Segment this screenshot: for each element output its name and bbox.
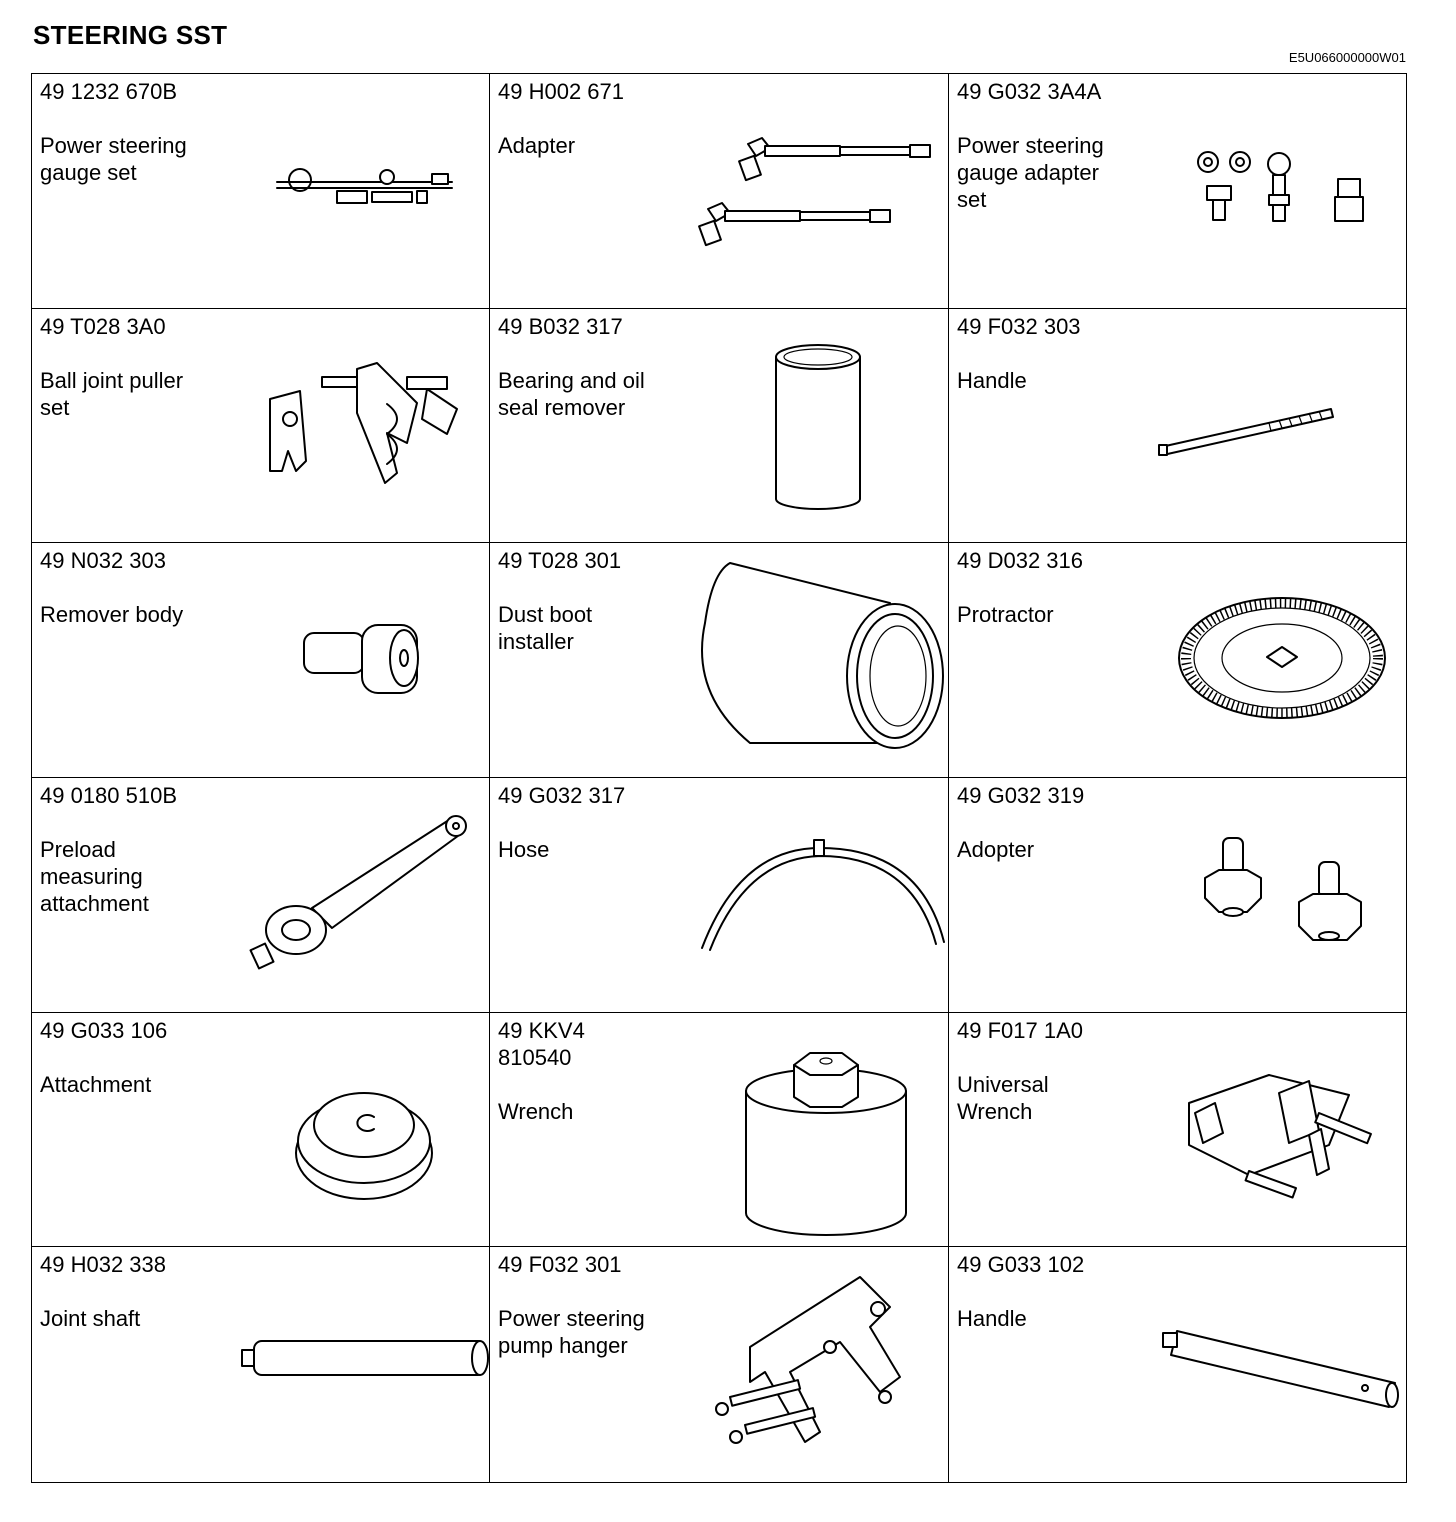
tool-name: Joint shaft [40,1306,141,1332]
tool-cell [949,309,1406,544]
tool-cell [949,778,1406,1013]
tool-cell [32,74,490,309]
tool-name: Universal Wrench [957,1071,1049,1124]
tool-name: Power steering pump hanger [498,1306,645,1359]
tool-name: Preload measuring attachment [40,837,149,916]
part-number: 49 G032 317 [498,783,626,808]
part-number: 49 F017 1A0 [957,1017,1083,1043]
tool-cell [490,543,949,778]
wrench-socket-icon [490,1013,948,1248]
tool-name: Hose [498,837,550,862]
dust-boot-installer-icon [490,543,948,778]
pump-hanger-icon [490,1247,948,1482]
part-number: 49 1232 670B [40,79,178,104]
hose-icon [490,778,948,1013]
part-number: 49 G033 106 [40,1017,168,1043]
ball-joint-puller-icon [32,309,489,544]
preload-attachment-icon [32,778,489,1013]
adapter-hoses-icon [490,74,948,309]
part-number: 49 0180 510B [40,783,178,808]
tool-cell [490,1013,949,1248]
document-id: E5U066000000W01 [1288,50,1406,65]
part-number: 49 B032 317 [498,313,623,339]
tool-cell [490,309,949,544]
tool-cell [32,1247,490,1482]
tool-name: Ball joint puller set [40,367,184,420]
universal-wrench-icon [949,1013,1406,1248]
part-number: 49 H032 338 [40,1252,166,1278]
handle-bar-icon [949,1247,1406,1482]
part-number: 49 F032 301 [498,1252,622,1278]
protractor-icon [949,543,1406,778]
tool-cell [949,74,1406,309]
tool-name: Handle [957,1306,1027,1332]
joint-shaft-icon [32,1247,489,1482]
tool-cell [32,778,490,1013]
tool-name: Power steering gauge set [40,133,187,185]
tool-cell [949,1247,1406,1482]
tool-table [31,73,1407,1483]
tool-cell [949,1013,1406,1248]
tool-name: Dust boot installer [498,602,593,655]
tool-cell [490,778,949,1013]
tool-name: Attachment [40,1071,152,1097]
part-number: 49 N032 303 [40,548,166,574]
part-number: 49 G032 319 [957,783,1085,808]
gauge-set-icon [32,74,489,309]
handle-rod-icon [949,309,1406,544]
tool-cell [32,1013,490,1248]
seal-remover-icon [490,309,948,544]
remover-body-icon [32,543,489,778]
part-number: 49 T028 301 [498,548,622,574]
adopter-fittings-icon [949,778,1406,1013]
tool-name: Adapter [498,133,576,158]
tool-name: Remover body [40,602,184,628]
tool-cell [32,309,490,544]
attachment-disc-icon [32,1013,489,1248]
part-number: 49 KKV4 810540 [498,1017,585,1070]
part-number: 49 H002 671 [498,79,624,104]
gauge-adapter-set-icon [949,74,1406,309]
tool-name: Wrench [498,1098,574,1124]
tool-cell [949,543,1406,778]
tool-name: Protractor [957,602,1054,628]
tool-name: Handle [957,367,1027,393]
tool-cell [32,543,490,778]
tool-name: Adopter [957,837,1035,862]
part-number: 49 G033 102 [957,1252,1085,1278]
part-number: 49 F032 303 [957,313,1081,339]
part-number: 49 T028 3A0 [40,313,166,339]
part-number: 49 D032 316 [957,548,1083,574]
tool-cell [490,74,949,309]
tool-name: Bearing and oil seal remover [498,367,645,420]
tool-name: Power steering gauge adapter set [957,133,1104,212]
page-title: STEERING SST [33,20,228,50]
tool-cell [490,1247,949,1482]
part-number: 49 G032 3A4A [957,79,1102,104]
